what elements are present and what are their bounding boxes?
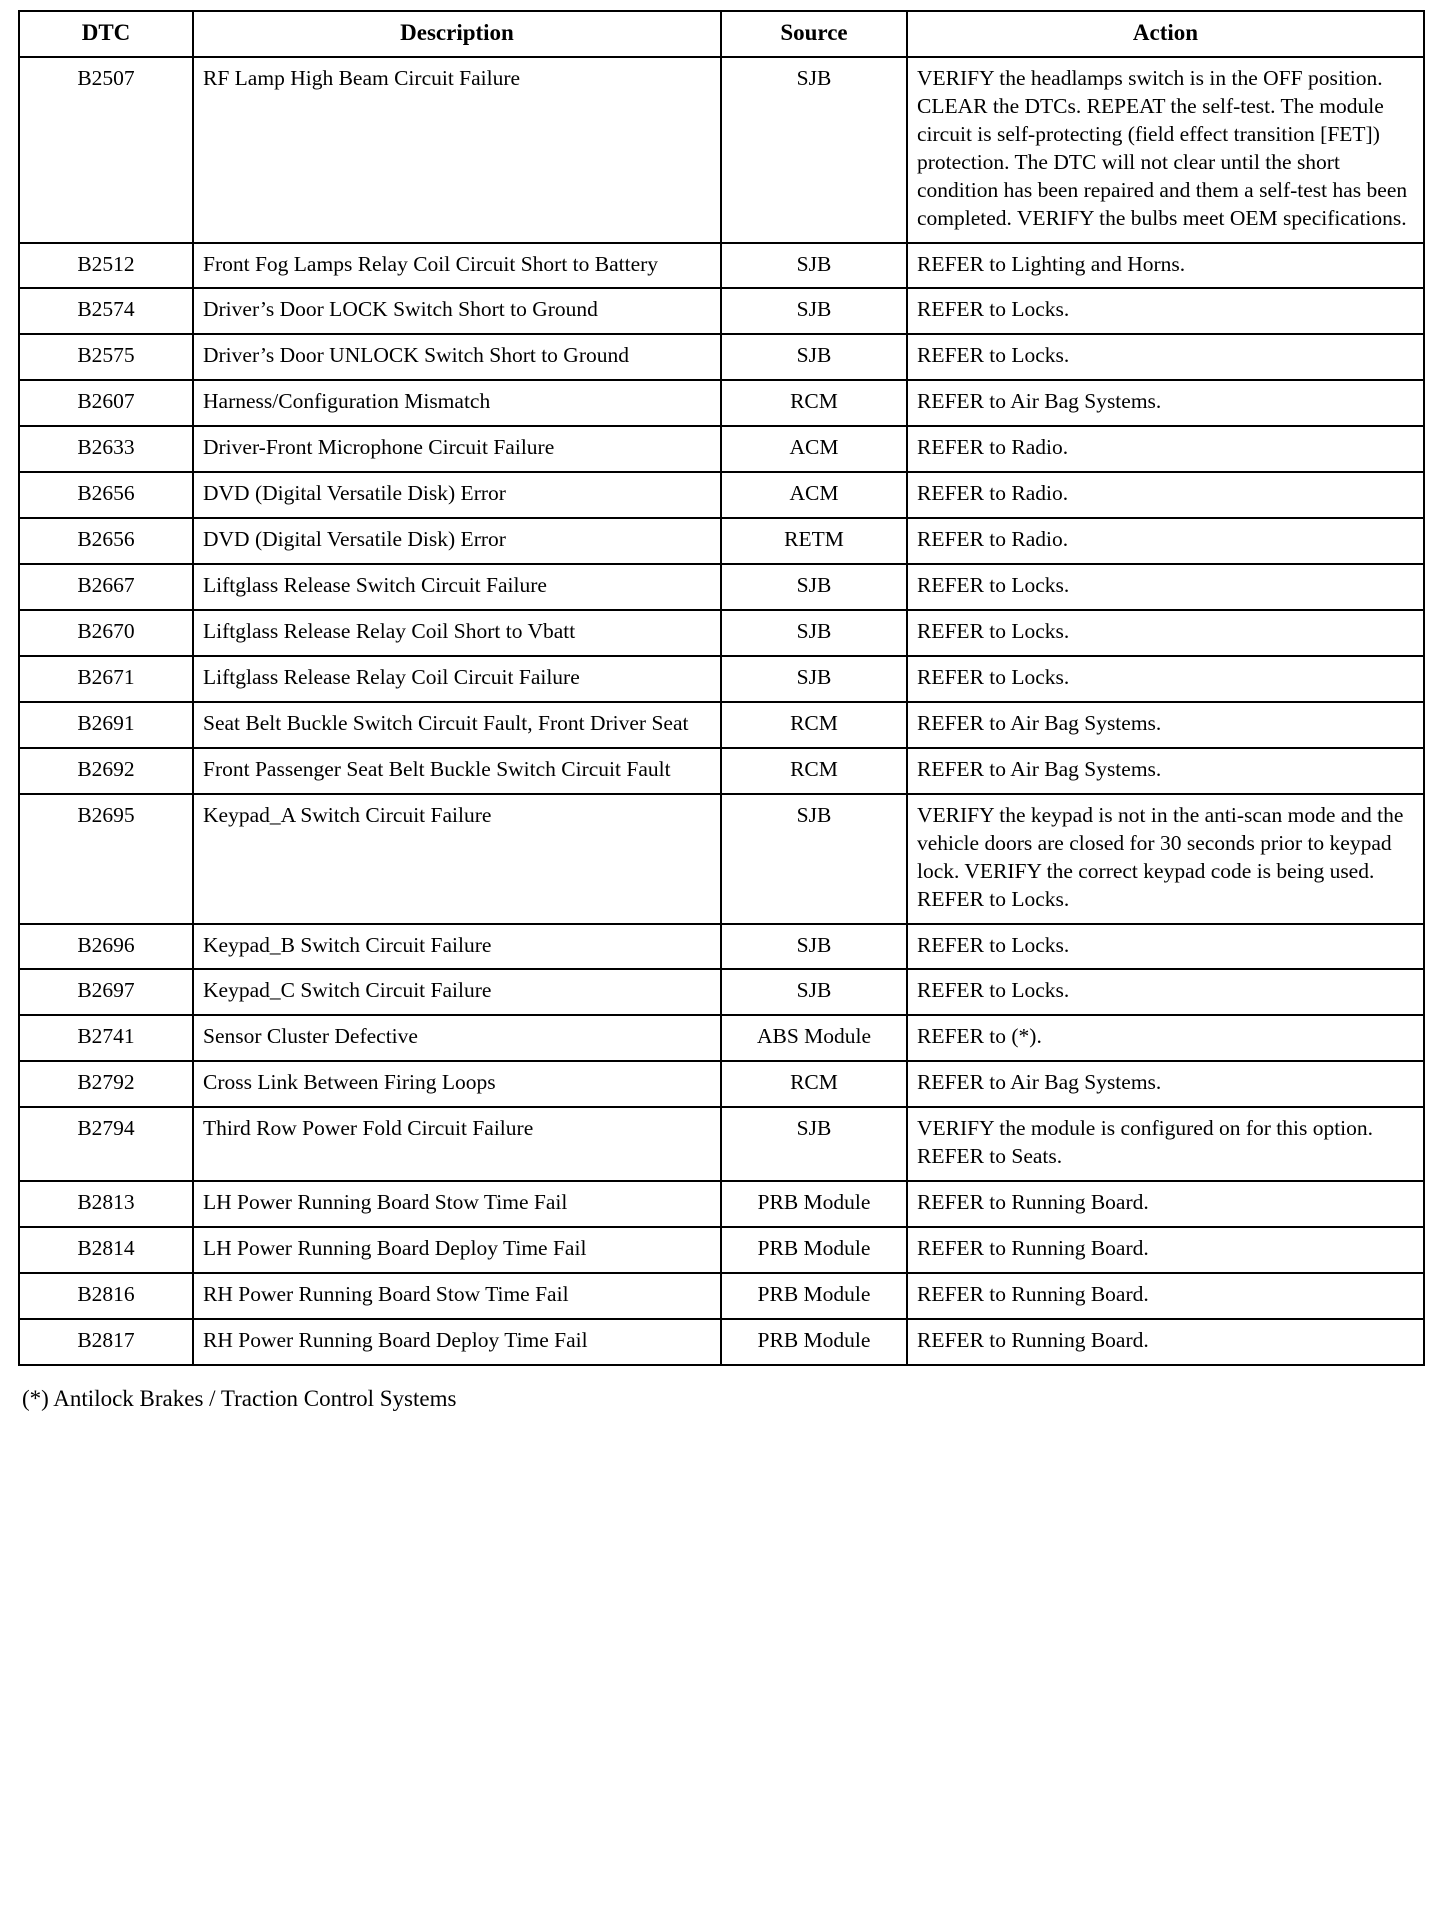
- cell-dtc: B2813: [19, 1181, 193, 1227]
- cell-source: SJB: [721, 57, 907, 243]
- cell-source: SJB: [721, 656, 907, 702]
- table-body: [19, 57, 1424, 1365]
- cell-description: Keypad_A Switch Circuit Failure: [193, 794, 721, 924]
- cell-action: VERIFY the module is configured on for this option. REFER to Seats.: [907, 1107, 1424, 1181]
- cell-source: PRB Module: [721, 1181, 907, 1227]
- cell-action: REFER to Locks.: [907, 610, 1424, 656]
- cell-description: Sensor Cluster Defective: [193, 1015, 721, 1061]
- column-header-dtc: DTC: [19, 11, 193, 57]
- cell-dtc: B2691: [19, 702, 193, 748]
- cell-action: REFER to Locks.: [907, 924, 1424, 970]
- cell-source: PRB Module: [721, 1273, 907, 1319]
- cell-action: VERIFY the headlamps switch is in the OFF position. CLEAR the DTCs. REPEAT the self-test. The module circuit is self-protecting (field effect transition [FET]) protection. The DTC will not clear until the short condition has been repaired and them a self-test has been completed. VERIFY the bulbs meet OEM specifications.: [907, 57, 1424, 243]
- table-row: [19, 472, 1424, 518]
- cell-action: REFER to Air Bag Systems.: [907, 748, 1424, 794]
- cell-action: REFER to Locks.: [907, 288, 1424, 334]
- column-header-source: Source: [721, 11, 907, 57]
- cell-dtc: B2692: [19, 748, 193, 794]
- table-row: [19, 518, 1424, 564]
- table-row: [19, 1273, 1424, 1319]
- cell-action: REFER to Locks.: [907, 656, 1424, 702]
- cell-source: SJB: [721, 243, 907, 289]
- cell-source: RCM: [721, 380, 907, 426]
- cell-description: LH Power Running Board Stow Time Fail: [193, 1181, 721, 1227]
- table-row: [19, 334, 1424, 380]
- cell-description: Front Fog Lamps Relay Coil Circuit Short to Battery: [193, 243, 721, 289]
- cell-action: REFER to Lighting and Horns.: [907, 243, 1424, 289]
- table-row: [19, 1107, 1424, 1181]
- cell-description: Liftglass Release Switch Circuit Failure: [193, 564, 721, 610]
- cell-dtc: B2607: [19, 380, 193, 426]
- cell-source: ACM: [721, 472, 907, 518]
- cell-action: REFER to Air Bag Systems.: [907, 1061, 1424, 1107]
- cell-source: RCM: [721, 748, 907, 794]
- cell-action: REFER to Running Board.: [907, 1319, 1424, 1365]
- cell-source: SJB: [721, 969, 907, 1015]
- cell-dtc: B2695: [19, 794, 193, 924]
- table-row: [19, 57, 1424, 243]
- table-row: [19, 243, 1424, 289]
- cell-source: PRB Module: [721, 1319, 907, 1365]
- cell-description: Liftglass Release Relay Coil Circuit Failure: [193, 656, 721, 702]
- cell-action: REFER to Running Board.: [907, 1181, 1424, 1227]
- cell-dtc: B2507: [19, 57, 193, 243]
- table-row: [19, 924, 1424, 970]
- table-header: [19, 11, 1424, 57]
- table-row: [19, 610, 1424, 656]
- table-row: [19, 969, 1424, 1015]
- cell-description: DVD (Digital Versatile Disk) Error: [193, 472, 721, 518]
- cell-description: RH Power Running Board Stow Time Fail: [193, 1273, 721, 1319]
- table-row: [19, 426, 1424, 472]
- cell-source: PRB Module: [721, 1227, 907, 1273]
- cell-description: Liftglass Release Relay Coil Short to Vbatt: [193, 610, 721, 656]
- table-row: [19, 288, 1424, 334]
- table-row: [19, 564, 1424, 610]
- cell-action: REFER to Air Bag Systems.: [907, 702, 1424, 748]
- cell-dtc: B2656: [19, 472, 193, 518]
- table-row: [19, 702, 1424, 748]
- cell-action: REFER to Running Board.: [907, 1273, 1424, 1319]
- cell-description: Cross Link Between Firing Loops: [193, 1061, 721, 1107]
- cell-source: SJB: [721, 1107, 907, 1181]
- cell-description: Harness/Configuration Mismatch: [193, 380, 721, 426]
- cell-source: SJB: [721, 924, 907, 970]
- cell-action: REFER to Running Board.: [907, 1227, 1424, 1273]
- cell-action: REFER to Radio.: [907, 426, 1424, 472]
- column-header-description: Description: [193, 11, 721, 57]
- cell-description: RH Power Running Board Deploy Time Fail: [193, 1319, 721, 1365]
- cell-dtc: B2633: [19, 426, 193, 472]
- cell-action: VERIFY the keypad is not in the anti-scan mode and the vehicle doors are closed for 30 seconds prior to keypad lock. VERIFY the correct keypad code is being used. REFER to Locks.: [907, 794, 1424, 924]
- cell-dtc: B2574: [19, 288, 193, 334]
- cell-dtc: B2667: [19, 564, 193, 610]
- cell-dtc: B2670: [19, 610, 193, 656]
- cell-dtc: B2792: [19, 1061, 193, 1107]
- table-header-row: [19, 11, 1424, 57]
- cell-description: DVD (Digital Versatile Disk) Error: [193, 518, 721, 564]
- cell-description: Driver’s Door UNLOCK Switch Short to Ground: [193, 334, 721, 380]
- table-row: [19, 380, 1424, 426]
- cell-description: LH Power Running Board Deploy Time Fail: [193, 1227, 721, 1273]
- table-row: [19, 656, 1424, 702]
- dtc-table: [18, 10, 1425, 1366]
- cell-dtc: B2512: [19, 243, 193, 289]
- cell-description: Keypad_B Switch Circuit Failure: [193, 924, 721, 970]
- cell-dtc: B2696: [19, 924, 193, 970]
- table-row: [19, 1181, 1424, 1227]
- cell-source: ABS Module: [721, 1015, 907, 1061]
- cell-description: Front Passenger Seat Belt Buckle Switch Circuit Fault: [193, 748, 721, 794]
- table-row: [19, 748, 1424, 794]
- footnote: (*) Antilock Brakes / Traction Control Systems: [22, 1385, 457, 1411]
- cell-source: SJB: [721, 794, 907, 924]
- cell-dtc: B2656: [19, 518, 193, 564]
- cell-action: REFER to Locks.: [907, 564, 1424, 610]
- cell-source: RETM: [721, 518, 907, 564]
- cell-action: REFER to Air Bag Systems.: [907, 380, 1424, 426]
- cell-dtc: B2814: [19, 1227, 193, 1273]
- table-row: [19, 794, 1424, 924]
- cell-description: Seat Belt Buckle Switch Circuit Fault, Front Driver Seat: [193, 702, 721, 748]
- cell-source: SJB: [721, 610, 907, 656]
- cell-action: REFER to Radio.: [907, 518, 1424, 564]
- cell-dtc: B2817: [19, 1319, 193, 1365]
- cell-dtc: B2794: [19, 1107, 193, 1181]
- cell-source: SJB: [721, 334, 907, 380]
- cell-dtc: B2697: [19, 969, 193, 1015]
- cell-action: REFER to (*).: [907, 1015, 1424, 1061]
- cell-dtc: B2671: [19, 656, 193, 702]
- table-row: [19, 1061, 1424, 1107]
- cell-description: RF Lamp High Beam Circuit Failure: [193, 57, 721, 243]
- column-header-action: Action: [907, 11, 1424, 57]
- cell-source: SJB: [721, 564, 907, 610]
- table-row: [19, 1227, 1424, 1273]
- cell-source: RCM: [721, 702, 907, 748]
- cell-action: REFER to Locks.: [907, 969, 1424, 1015]
- cell-action: REFER to Radio.: [907, 472, 1424, 518]
- cell-description: Driver’s Door LOCK Switch Short to Ground: [193, 288, 721, 334]
- cell-source: RCM: [721, 1061, 907, 1107]
- cell-description: Keypad_C Switch Circuit Failure: [193, 969, 721, 1015]
- table-row: [19, 1319, 1424, 1365]
- table-row: [19, 1015, 1424, 1061]
- cell-action: REFER to Locks.: [907, 334, 1424, 380]
- cell-dtc: B2741: [19, 1015, 193, 1061]
- cell-description: Driver-Front Microphone Circuit Failure: [193, 426, 721, 472]
- cell-source: SJB: [721, 288, 907, 334]
- cell-dtc: B2575: [19, 334, 193, 380]
- cell-dtc: B2816: [19, 1273, 193, 1319]
- cell-description: Third Row Power Fold Circuit Failure: [193, 1107, 721, 1181]
- cell-source: ACM: [721, 426, 907, 472]
